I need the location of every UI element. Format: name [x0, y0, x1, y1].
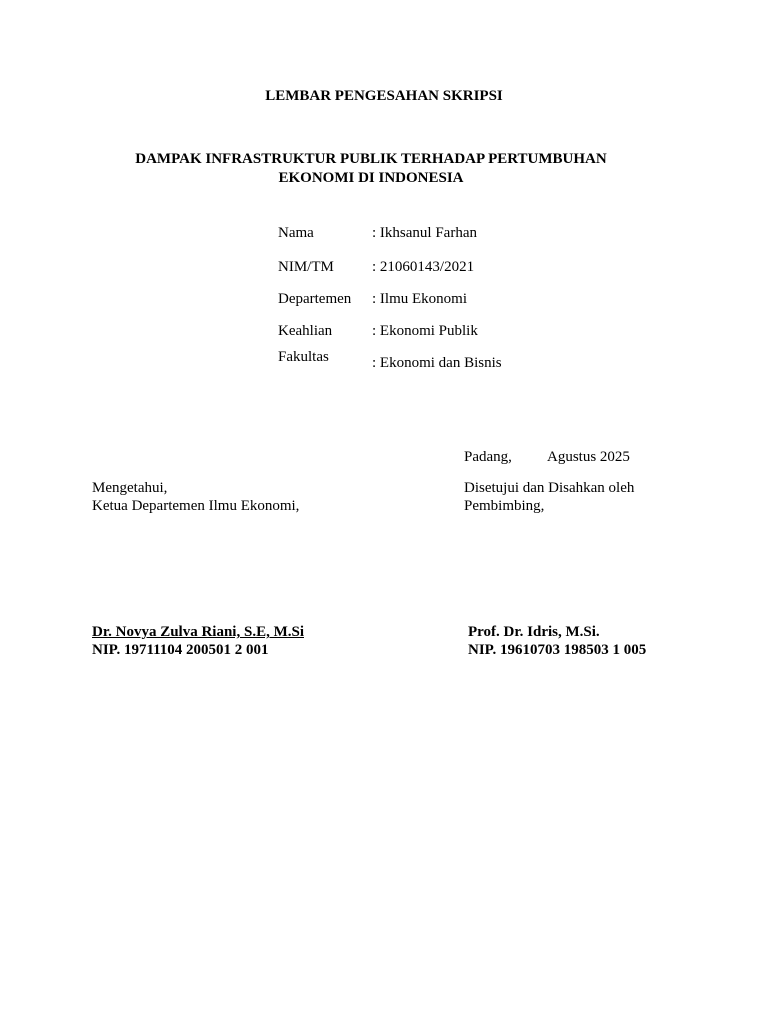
left-position-label: Ketua Departemen Ilmu Ekonomi, [92, 498, 300, 514]
thesis-title-line-1: DAMPAK INFRASTRUKTUR PUBLIK TERHADAP PERTUMBUHAN [135, 151, 607, 167]
field-label-nim: NIM/TM [278, 259, 334, 275]
right-position-label: Pembimbing, [464, 498, 545, 514]
right-approval-label: Disetujui dan Disahkan oleh [464, 480, 635, 496]
field-label-nama: Nama [278, 225, 314, 241]
right-signatory-nip: NIP. 19610703 198503 1 005 [468, 642, 647, 658]
thesis-title [0, 150, 742, 188]
field-value-departemen: : Ilmu Ekonomi [372, 291, 467, 307]
left-signatory-name: Dr. Novya Zulva Riani, S.E, M.Si [92, 624, 304, 640]
thesis-title-line-2: EKONOMI DI INDONESIA [278, 170, 464, 186]
place-text: Padang, [464, 449, 512, 465]
left-acknowledge-label: Mengetahui, [92, 480, 168, 496]
field-value-nim: : 21060143/2021 [372, 259, 475, 275]
document-title: LEMBAR PENGESAHAN SKRIPSI [265, 88, 503, 104]
field-value-nama: : Ikhsanul Farhan [372, 225, 477, 241]
field-value-fakultas: : Ekonomi dan Bisnis [372, 355, 502, 371]
field-label-fakultas: Fakultas [278, 349, 329, 365]
field-label-departemen: Departemen [278, 291, 352, 307]
field-label-keahlian: Keahlian [278, 323, 333, 339]
date-text: Agustus 2025 [547, 449, 630, 465]
left-signatory-nip: NIP. 19711104 200501 2 001 [92, 642, 269, 658]
right-signatory-name: Prof. Dr. Idris, M.Si. [468, 624, 600, 640]
field-value-keahlian: : Ekonomi Publik [372, 323, 478, 339]
